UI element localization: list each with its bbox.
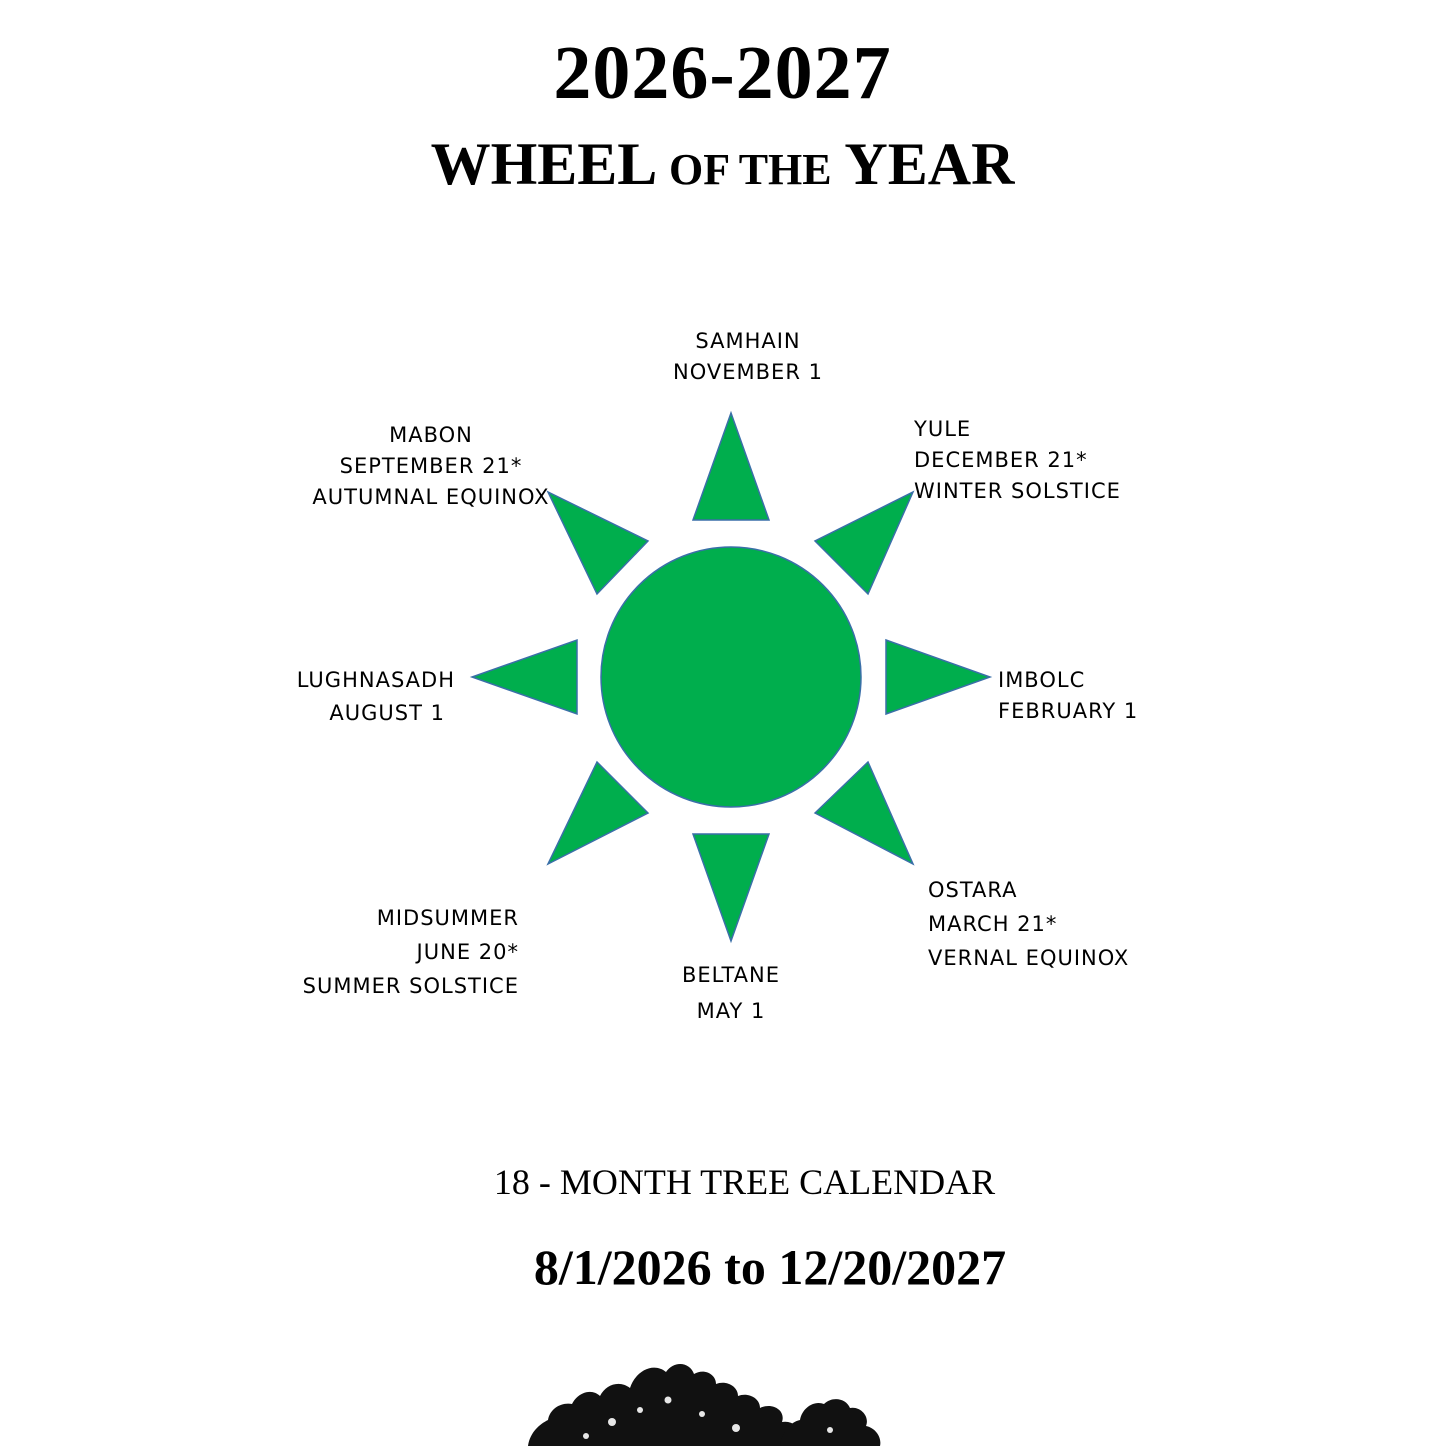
sun-ray-west [472,640,577,714]
festival-name: LUGHNASADH [296,668,455,692]
label-yule [914,414,1121,507]
festival-event: AUTUMNAL EQUINOX [312,485,550,509]
page-title-years: 2026-2027 [553,31,892,115]
festival-name: SAMHAIN [695,329,801,353]
tree-canopy-illustration [0,1340,1445,1446]
title-year-word: YEAR [844,131,1015,197]
sun-core [601,547,861,807]
festival-name: IMBOLC [998,668,1086,692]
label-imbolc [998,665,1138,727]
festival-date: DECEMBER 21* [914,448,1088,472]
sun-ray-northwest [548,492,648,594]
title-wheel-word: WHEEL [430,131,655,197]
label-midsummer [303,901,519,1003]
festival-date: AUGUST 1 [329,701,445,725]
festival-date: FEBRUARY 1 [998,699,1139,723]
festival-name: YULE [914,417,972,441]
label-beltane [631,957,831,1029]
festival-name: BELTANE [681,963,781,987]
festival-name: MABON [389,423,473,447]
sun-ray-northeast [815,492,913,594]
festival-date: SEPTEMBER 21* [339,454,523,478]
sun-ray-east [886,640,990,714]
label-samhain [648,326,848,388]
festival-name: OSTARA [928,878,1018,902]
sun-ray-north [693,413,769,520]
festival-date: MAY 1 [696,999,766,1023]
calendar-date-range: 8/1/2026 to 12/20/2027 [533,1239,1007,1295]
sun-ray-southeast [815,762,913,864]
festival-name: MIDSUMMER [376,906,519,930]
calendar-subtitle: 18 - MONTH TREE CALENDAR [493,1162,996,1202]
festival-date: MARCH 21* [928,912,1058,936]
sun-ray-southwest [548,762,648,864]
sun-ray-south [693,834,769,941]
label-lughnasadh [297,664,455,730]
label-ostara [928,873,1129,975]
festival-event: WINTER SOLSTICE [914,479,1121,503]
label-mabon [306,420,556,513]
festival-date: JUNE 20* [416,940,519,964]
festival-event: SUMMER SOLSTICE [302,974,519,998]
festival-event: VERNAL EQUINOX [928,946,1130,970]
title-of-the: OF THE [669,145,832,194]
festival-date: NOVEMBER 1 [673,360,823,384]
